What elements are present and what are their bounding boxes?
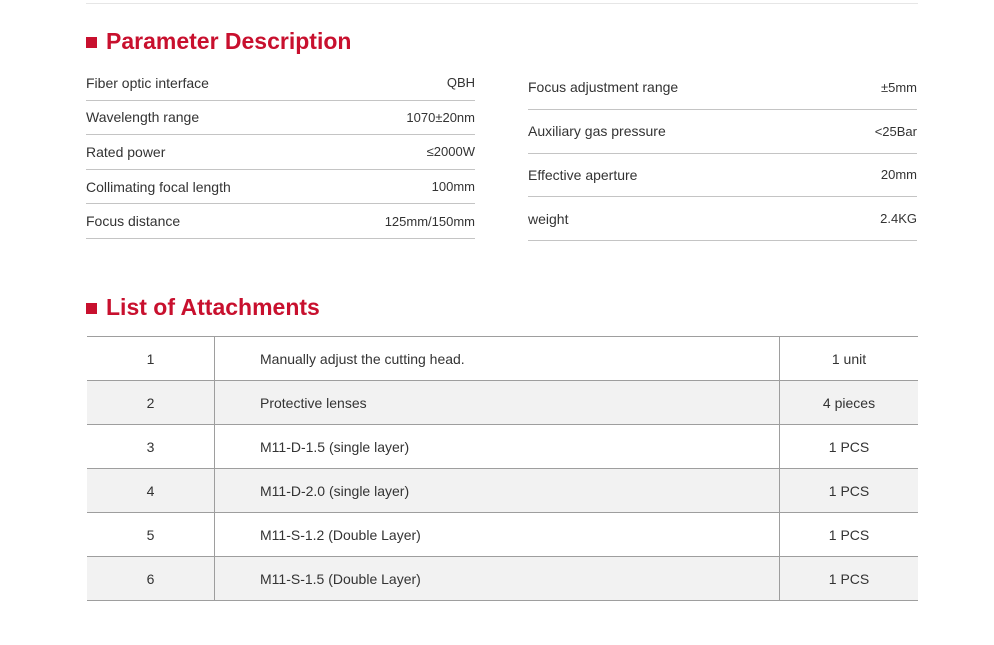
parameter-row — [528, 110, 917, 154]
attachments-heading — [86, 294, 320, 321]
item-number: 2 — [87, 381, 215, 425]
bullet-square-icon — [86, 303, 97, 314]
table-row — [87, 557, 918, 601]
parameter-value: 20mm — [880, 167, 917, 183]
attachments-table — [87, 336, 918, 601]
parameter-value: 100mm — [431, 179, 475, 195]
item-number: 1 — [87, 337, 215, 381]
parameter-row — [86, 135, 475, 170]
parameter-value: ±5mm — [880, 79, 917, 95]
bullet-square-icon — [86, 37, 97, 48]
parameter-list-left — [86, 66, 475, 239]
table-row — [87, 513, 918, 557]
top-divider — [86, 0, 918, 4]
parameter-value: ≤2000W — [426, 144, 475, 160]
parameter-description-heading — [86, 28, 351, 55]
parameter-list-right — [528, 66, 917, 241]
item-name: M11-S-1.5 (Double Layer) — [215, 557, 780, 601]
item-name: Protective lenses — [215, 381, 780, 425]
parameter-value: <25Bar — [874, 123, 917, 139]
parameter-row — [86, 170, 475, 205]
table-row — [87, 469, 918, 513]
parameter-label: Effective aperture — [528, 166, 638, 183]
parameter-row — [528, 197, 917, 241]
parameter-label: Rated power — [86, 143, 166, 160]
parameter-label: Wavelength range — [86, 109, 200, 126]
attachments-title: List of Attachments — [106, 294, 320, 320]
parameter-label: Auxiliary gas pressure — [528, 123, 666, 140]
item-quantity: 1 PCS — [780, 513, 919, 557]
parameter-row — [86, 66, 475, 101]
parameter-label: Focus adjustment range — [528, 79, 679, 96]
item-number: 4 — [87, 469, 215, 513]
item-name: M11-D-1.5 (single layer) — [215, 425, 780, 469]
item-quantity: 1 unit — [780, 337, 919, 381]
item-number: 6 — [87, 557, 215, 601]
parameter-label: Fiber optic interface — [86, 74, 209, 91]
table-row — [87, 425, 918, 469]
parameter-label: Focus distance — [86, 213, 181, 230]
item-quantity: 1 PCS — [780, 469, 919, 513]
item-quantity: 1 PCS — [780, 425, 919, 469]
parameter-label: weight — [528, 210, 569, 227]
item-number: 5 — [87, 513, 215, 557]
parameter-value: 1070±20nm — [406, 109, 475, 125]
item-name: Manually adjust the cutting head. — [215, 337, 780, 381]
parameter-value: 2.4KG — [880, 211, 917, 227]
parameter-row — [528, 66, 917, 110]
parameter-value: 125mm/150mm — [384, 213, 475, 229]
parameter-description-title: Parameter Description — [106, 28, 352, 54]
parameter-row — [86, 101, 475, 136]
parameter-row — [86, 204, 475, 239]
parameter-value: QBH — [446, 75, 475, 91]
table-row — [87, 381, 918, 425]
item-name: M11-D-2.0 (single layer) — [215, 469, 780, 513]
parameter-row — [528, 154, 917, 198]
table-row — [87, 337, 918, 381]
item-name: M11-S-1.2 (Double Layer) — [215, 513, 780, 557]
item-quantity: 1 PCS — [780, 557, 919, 601]
parameter-label: Collimating focal length — [86, 178, 231, 195]
item-number: 3 — [87, 425, 215, 469]
item-quantity: 4 pieces — [780, 381, 919, 425]
